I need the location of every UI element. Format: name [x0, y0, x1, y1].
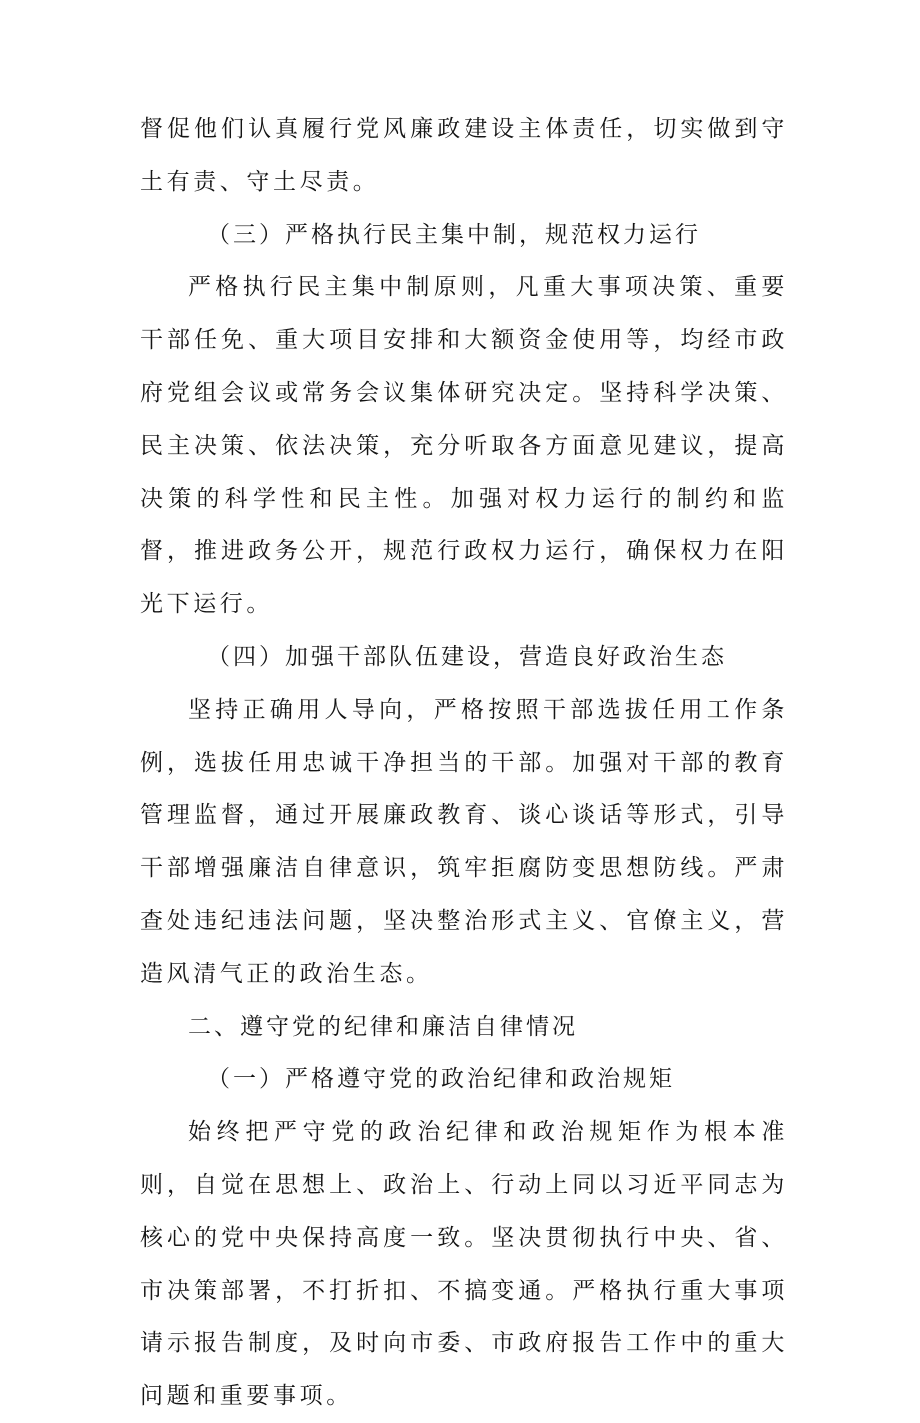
paragraph-continued: 督促他们认真履行党风廉政建设主体责任，切实做到守土有责、守土尽责。 — [140, 116, 788, 195]
subheading-one: （一）严格遵守党的政治纪律和政治规矩 — [207, 1066, 675, 1093]
document-body — [140, 103, 788, 1423]
paragraph-cadre-team: 坚持正确用人导向，严格按照干部选拔任用工作条例，选拔任用忠诚干净担当的干部。加强对干部的教育管理监督，通过开展廉政教育、谈心谈话等形式，引导干部增强廉洁自律意识，筑牢拒腐防变思想防线。严肃查处违纪违法问题，坚决整治形式主义、官僚主义，营造风清气正的政治生态。 — [140, 696, 788, 987]
paragraph-political-discipline: 始终把严守党的政治纪律和政治规矩作为根本准则，自觉在思想上、政治上、行动上同以习近平同志为核心的党中央保持高度一致。坚决贯彻执行中央、省、市决策部署，不打折扣、不搞变通。严格执行重大事项请示报告制度，及时向市委、市政府报告工作中的重大问题和重要事项。 — [140, 1119, 788, 1410]
subheading-four: （四）加强干部队伍建设，营造良好政治生态 — [207, 643, 727, 670]
section-heading-two: 二、遵守党的纪律和廉洁自律情况 — [188, 1013, 578, 1040]
subheading-three: （三）严格执行民主集中制，规范权力运行 — [207, 221, 701, 248]
paragraph-democratic-centralism: 严格执行民主集中制原则，凡重大事项决策、重要干部任免、重大项目安排和大额资金使用等，均经市政府党组会议或常务会议集体研究决定。坚持科学决策、民主决策、依法决策，充分听取各方面意见建议，提高决策的科学性和民主性。加强对权力运行的制约和监督，推进政务公开，规范行政权力运行，确保权力在阳光下运行。 — [140, 274, 788, 618]
